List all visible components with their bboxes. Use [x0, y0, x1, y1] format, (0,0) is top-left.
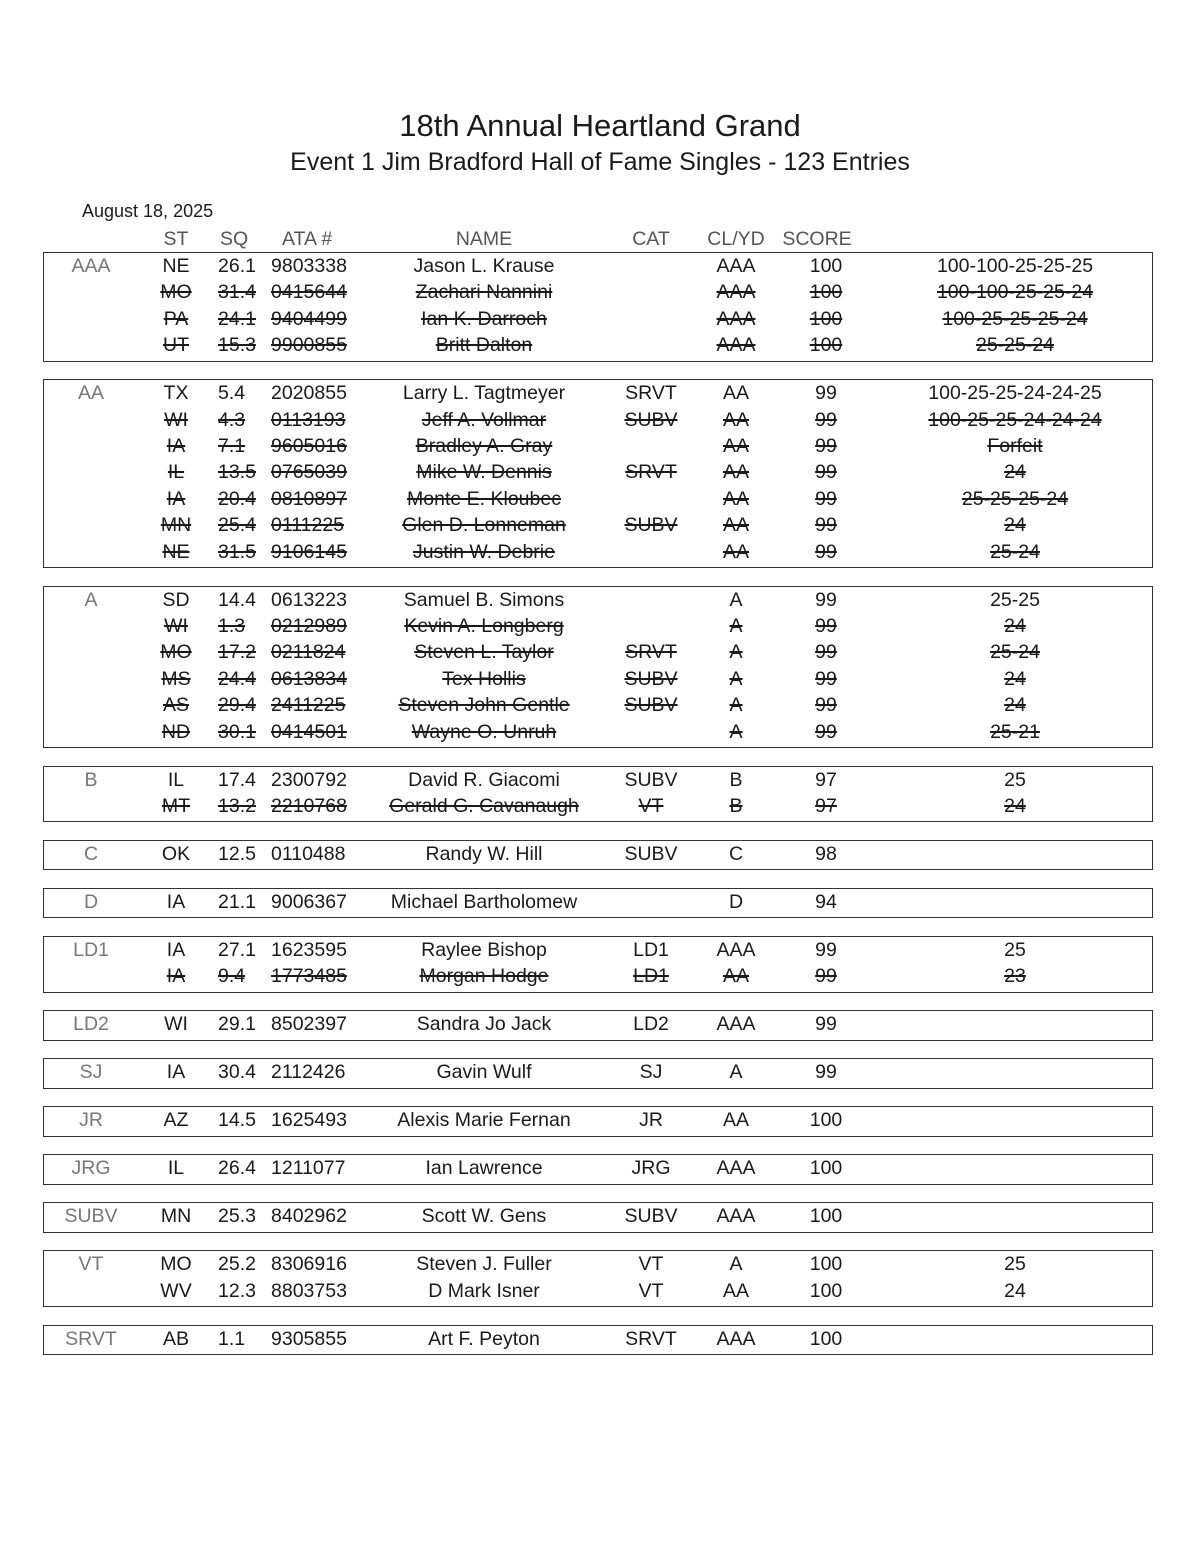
- table-row: [0, 889, 1200, 915]
- cell-name: Glen D. Lonneman: [402, 514, 566, 537]
- table-row: [0, 1155, 1200, 1181]
- cell-name: Sandra Jo Jack: [416, 1013, 552, 1036]
- cell-cat: SUBV: [624, 667, 678, 690]
- cell-score: 100: [809, 255, 843, 277]
- table-row: [0, 486, 1200, 512]
- table-row: [0, 793, 1200, 819]
- cell-sq: 24.4: [218, 667, 256, 690]
- cell-cl: B: [729, 795, 743, 817]
- cell-ata: 1625493: [271, 1109, 347, 1132]
- class-label: SJ: [79, 1061, 103, 1084]
- cell-st: WV: [160, 1279, 192, 1302]
- cell-score: 99: [815, 694, 837, 717]
- table-row: [0, 380, 1200, 406]
- table-row: [0, 512, 1200, 538]
- table-row: [0, 306, 1200, 332]
- class-label: C: [83, 843, 99, 865]
- cell-shootoff: 25: [1004, 939, 1026, 961]
- cell-ata: 0613223: [271, 588, 347, 611]
- cell-name: Mike W. Dennis: [416, 461, 552, 484]
- cell-st: AB: [162, 1327, 190, 1350]
- cell-st: MO: [160, 281, 192, 304]
- cell-score: 94: [815, 891, 837, 913]
- cell-sq: 31.4: [218, 281, 256, 304]
- cell-ata: 8402962: [271, 1205, 347, 1228]
- cell-score: 97: [815, 768, 837, 791]
- cell-shootoff: 25: [1004, 768, 1026, 791]
- cell-sq: 26.1: [218, 255, 256, 277]
- cell-score: 100: [809, 334, 843, 357]
- cell-ata: 0212989: [271, 615, 347, 637]
- table-row: [0, 539, 1200, 565]
- event-date: August 18, 2025: [82, 201, 214, 221]
- cell-cat: SUBV: [624, 694, 678, 717]
- cell-name: Tex Hollis: [442, 667, 526, 690]
- cell-cat: SRVT: [625, 1327, 677, 1350]
- cell-shootoff: 25-24: [990, 641, 1040, 664]
- table-row: [0, 1326, 1200, 1352]
- cell-cat: SUBV: [624, 1205, 678, 1228]
- cell-cl: A: [729, 1253, 743, 1276]
- cell-score: 99: [815, 641, 837, 664]
- header-clyd: CL/YD: [707, 228, 765, 250]
- cell-st: IA: [166, 435, 186, 457]
- table-row: [0, 279, 1200, 305]
- cell-score: 99: [815, 939, 837, 961]
- cell-st: AZ: [163, 1109, 189, 1132]
- cell-ata: 0110488: [271, 843, 346, 865]
- cell-shootoff: 100-100-25-25-25: [936, 255, 1094, 277]
- cell-name: Scott W. Gens: [421, 1205, 547, 1228]
- cell-ata: 0415644: [271, 281, 347, 304]
- cell-cat: SUBV: [624, 514, 678, 537]
- class-label: LD1: [73, 939, 109, 961]
- cell-cat: SUBV: [624, 843, 678, 865]
- cell-st: UT: [163, 334, 189, 357]
- cell-sq: 20.4: [218, 487, 256, 510]
- table-row: [0, 1107, 1200, 1133]
- cell-cl: AA: [722, 514, 750, 537]
- cell-score: 99: [815, 720, 837, 743]
- header-st: ST: [163, 228, 189, 250]
- table-row: [0, 692, 1200, 718]
- cell-shootoff: 25-24: [990, 540, 1040, 563]
- cell-st: IA: [166, 487, 186, 510]
- cell-sq: 25.4: [218, 514, 256, 537]
- cell-score: 100: [809, 281, 843, 304]
- cell-score: 99: [815, 588, 837, 611]
- cell-ata: 0613834: [271, 667, 347, 690]
- cell-cl: AA: [722, 461, 750, 484]
- cell-score: 99: [815, 514, 837, 537]
- table-row: [0, 1251, 1200, 1277]
- cell-score: 100: [809, 1157, 843, 1180]
- cell-cl: AAA: [716, 1157, 756, 1180]
- cell-cat: SRVT: [625, 641, 677, 664]
- cell-shootoff: 24: [1004, 667, 1026, 690]
- table-row: [0, 1278, 1200, 1304]
- cell-sq: 29.4: [218, 694, 256, 717]
- cell-cat: LD1: [633, 965, 669, 988]
- table-row: [0, 1203, 1200, 1229]
- cell-ata: 2210768: [271, 795, 347, 817]
- table-row: [0, 639, 1200, 665]
- cell-score: 99: [815, 615, 837, 637]
- event-subtitle: Event 1 Jim Bradford Hall of Fame Singles - 123 Entries: [290, 148, 910, 176]
- cell-sq: 27.1: [218, 939, 256, 961]
- cell-cl: AA: [722, 435, 750, 457]
- cell-cat: SRVT: [625, 461, 677, 484]
- table-row: [0, 963, 1200, 989]
- cell-name: Jason L. Krause: [413, 255, 555, 277]
- cell-cl: AA: [722, 382, 750, 405]
- cell-ata: 0211824: [271, 641, 346, 664]
- cell-score: 99: [815, 1061, 837, 1084]
- cell-ata: 8306916: [271, 1253, 347, 1276]
- cell-score: 99: [815, 408, 837, 431]
- cell-ata: 0810897: [271, 487, 347, 510]
- cell-cl: AA: [722, 1109, 750, 1132]
- cell-score: 100: [809, 1205, 843, 1228]
- cell-ata: 9404499: [271, 307, 347, 330]
- cell-ata: 2411225: [271, 694, 346, 717]
- cell-st: ND: [161, 720, 191, 743]
- cell-cat: SJ: [639, 1061, 663, 1084]
- cell-cat: SUBV: [624, 408, 678, 431]
- cell-shootoff: 25-25-25-24: [961, 487, 1069, 510]
- cell-sq: 7.1: [218, 435, 246, 457]
- class-label: JR: [79, 1109, 103, 1132]
- cell-ata: 1211077: [271, 1157, 346, 1180]
- header-score: SCORE: [782, 228, 852, 250]
- cell-st: MN: [160, 514, 192, 537]
- cell-name: Bradley A. Gray: [415, 435, 553, 457]
- cell-sq: 31.5: [218, 540, 256, 563]
- table-row: [0, 1011, 1200, 1037]
- cell-st: MO: [160, 641, 192, 664]
- cell-cat: SUBV: [624, 768, 678, 791]
- cell-sq: 29.1: [218, 1013, 256, 1036]
- cell-shootoff: 24: [1004, 795, 1026, 817]
- cell-shootoff: 24: [1004, 461, 1026, 484]
- cell-name: Larry L. Tagtmeyer: [402, 382, 566, 405]
- cell-shootoff: 24: [1004, 1279, 1026, 1302]
- cell-ata: 9305855: [271, 1327, 347, 1350]
- cell-cat: LD1: [633, 939, 669, 961]
- cell-cl: D: [728, 891, 744, 913]
- cell-ata: 2112426: [271, 1061, 346, 1084]
- table-row: [0, 459, 1200, 485]
- cell-shootoff: 100-25-25-25-24: [942, 307, 1088, 330]
- cell-ata: 0414501: [271, 720, 347, 743]
- cell-score: 99: [815, 382, 837, 405]
- cell-st: PA: [163, 307, 189, 330]
- table-row: [0, 407, 1200, 433]
- cell-score: 99: [815, 487, 837, 510]
- cell-score: 100: [809, 1327, 843, 1350]
- cell-ata: 1623595: [271, 939, 347, 961]
- class-label: D: [83, 891, 99, 913]
- cell-name: Monte E. Kloubec: [407, 487, 561, 510]
- class-label: SRVT: [65, 1327, 117, 1350]
- cell-ata: 0765039: [271, 461, 347, 484]
- cell-shootoff: 24: [1004, 615, 1026, 637]
- cell-sq: 13.2: [218, 795, 256, 817]
- cell-sq: 1.3: [218, 615, 246, 637]
- cell-st: MT: [161, 795, 191, 817]
- cell-sq: 26.4: [218, 1157, 256, 1180]
- cell-cat: VT: [638, 1279, 664, 1302]
- cell-shootoff: 25-21: [990, 720, 1040, 743]
- cell-sq: 17.4: [218, 768, 256, 791]
- table-row: [0, 1059, 1200, 1085]
- cell-score: 98: [815, 843, 837, 865]
- cell-score: 100: [809, 1253, 843, 1276]
- cell-cl: AAA: [716, 1327, 756, 1350]
- cell-cl: AA: [722, 487, 750, 510]
- cell-st: MS: [161, 667, 191, 690]
- cell-sq: 25.2: [218, 1253, 256, 1276]
- cell-cl: A: [729, 588, 743, 611]
- cell-score: 100: [809, 307, 843, 330]
- cell-name: Alexis Marie Fernan: [397, 1109, 571, 1132]
- cell-st: SD: [162, 588, 190, 611]
- header-name: NAME: [455, 228, 513, 250]
- cell-name: Justin W. Debrie: [413, 540, 555, 563]
- cell-name: Steven John Gentle: [398, 694, 570, 717]
- cell-sq: 30.1: [218, 720, 256, 743]
- cell-sq: 24.1: [218, 307, 256, 330]
- cell-cl: AA: [722, 540, 750, 563]
- cell-name: Zachari Nannini: [415, 281, 553, 304]
- cell-st: IA: [166, 939, 186, 961]
- cell-cat: VT: [638, 795, 664, 817]
- cell-cl: AAA: [716, 939, 756, 961]
- table-row: [0, 666, 1200, 692]
- cell-st: WI: [164, 408, 188, 431]
- header-sq: SQ: [220, 228, 249, 250]
- cell-shootoff: Forfeit: [987, 435, 1043, 457]
- cell-name: Kevin A. Longberg: [404, 615, 564, 637]
- cell-sq: 15.3: [218, 334, 256, 357]
- table-row: [0, 613, 1200, 639]
- table-row: [0, 719, 1200, 745]
- cell-cl: AAA: [716, 334, 756, 357]
- cell-shootoff: 25: [1004, 1253, 1026, 1276]
- cell-name: Randy W. Hill: [425, 843, 543, 865]
- class-label: AA: [77, 382, 105, 405]
- cell-cat: VT: [638, 1253, 664, 1276]
- cell-score: 97: [815, 795, 837, 817]
- cell-st: MN: [160, 1205, 192, 1228]
- cell-name: D Mark Isner: [428, 1279, 540, 1302]
- class-label: SUBV: [64, 1205, 118, 1228]
- class-label: VT: [78, 1253, 104, 1276]
- cell-name: Steven L. Taylor: [414, 641, 554, 664]
- cell-cl: AAA: [716, 1013, 756, 1036]
- cell-sq: 21.1: [218, 891, 256, 913]
- cell-st: IL: [167, 768, 185, 791]
- cell-name: Ian Lawrence: [425, 1157, 543, 1180]
- cell-sq: 1.1: [218, 1327, 246, 1350]
- cell-name: Raylee Bishop: [421, 939, 547, 961]
- table-row: [0, 841, 1200, 867]
- cell-st: NE: [162, 540, 190, 563]
- table-row: [0, 253, 1200, 279]
- cell-cl: A: [729, 641, 743, 664]
- cell-ata: 0111225: [271, 514, 345, 537]
- cell-sq: 25.3: [218, 1205, 256, 1228]
- cell-sq: 5.4: [218, 382, 246, 405]
- cell-cl: AAA: [716, 255, 756, 277]
- cell-shootoff: 100-25-25-24-24-24: [928, 408, 1102, 431]
- class-label: JRG: [71, 1157, 111, 1180]
- cell-shootoff: 25-25-24: [975, 334, 1055, 357]
- cell-st: IL: [167, 461, 185, 484]
- cell-cl: A: [729, 720, 743, 743]
- table-row: [0, 332, 1200, 358]
- cell-cl: AAA: [716, 307, 756, 330]
- cell-st: TX: [163, 382, 189, 405]
- cell-cl: C: [728, 843, 744, 865]
- table-row: [0, 937, 1200, 963]
- cell-ata: 1773485: [271, 965, 347, 988]
- cell-st: OK: [161, 843, 191, 865]
- cell-ata: 0113193: [271, 408, 346, 431]
- cell-sq: 12.5: [218, 843, 256, 865]
- cell-cat: JR: [639, 1109, 663, 1132]
- class-label: LD2: [73, 1013, 109, 1036]
- cell-st: WI: [164, 1013, 188, 1036]
- column-header-row: [0, 228, 1200, 252]
- cell-name: Ian K. Darroch: [421, 307, 547, 330]
- cell-score: 100: [809, 1109, 843, 1132]
- cell-name: David R. Giacomi: [408, 768, 560, 791]
- cell-st: IA: [166, 891, 186, 913]
- cell-name: Jeff A. Vollmar: [421, 408, 547, 431]
- page-title: 18th Annual Heartland Grand: [399, 108, 801, 143]
- cell-sq: 17.2: [218, 641, 256, 664]
- cell-ata: 9106145: [271, 540, 347, 563]
- cell-st: IA: [166, 965, 186, 988]
- cell-ata: 9900855: [271, 334, 347, 357]
- cell-name: Wayne O. Unruh: [411, 720, 557, 743]
- cell-score: 99: [815, 461, 837, 484]
- cell-st: NE: [162, 255, 190, 277]
- cell-name: Britt Dalton: [435, 334, 533, 357]
- cell-sq: 14.4: [218, 588, 256, 611]
- cell-st: MO: [160, 1253, 192, 1276]
- cell-cat: SRVT: [625, 382, 677, 405]
- cell-ata: 9803338: [271, 255, 347, 277]
- cell-name: Samuel B. Simons: [403, 588, 565, 611]
- cell-cl: AA: [722, 408, 750, 431]
- header-ata: ATA #: [282, 228, 333, 250]
- class-label: A: [84, 588, 98, 611]
- cell-sq: 9.4: [218, 965, 246, 988]
- cell-name: Steven J. Fuller: [416, 1253, 552, 1276]
- cell-cl: A: [729, 694, 743, 717]
- cell-score: 99: [815, 965, 837, 988]
- cell-st: IA: [166, 1061, 186, 1084]
- cell-shootoff: 24: [1004, 514, 1026, 537]
- cell-cat: JRG: [631, 1157, 671, 1180]
- cell-ata: 2020855: [271, 382, 347, 405]
- cell-name: Gavin Wulf: [436, 1061, 532, 1084]
- cell-sq: 4.3: [218, 408, 246, 431]
- cell-st: AS: [162, 694, 190, 717]
- cell-ata: 2300792: [271, 768, 347, 791]
- cell-ata: 8803753: [271, 1279, 347, 1302]
- cell-shootoff: 100-100-25-25-24: [936, 281, 1094, 304]
- cell-shootoff: 24: [1004, 694, 1026, 717]
- cell-sq: 14.5: [218, 1109, 256, 1132]
- cell-score: 100: [809, 1279, 843, 1302]
- cell-shootoff: 100-25-25-24-24-25: [928, 382, 1102, 405]
- cell-cl: A: [729, 615, 743, 637]
- cell-cl: AA: [722, 965, 750, 988]
- cell-cl: AAA: [716, 1205, 756, 1228]
- cell-sq: 12.3: [218, 1279, 256, 1302]
- cell-cl: AA: [722, 1279, 750, 1302]
- cell-name: Michael Bartholomew: [390, 891, 578, 913]
- table-row: [0, 433, 1200, 459]
- header-cat: CAT: [632, 228, 670, 250]
- cell-cl: A: [729, 667, 743, 690]
- cell-score: 99: [815, 435, 837, 457]
- class-label: B: [84, 768, 98, 791]
- cell-cl: AAA: [716, 281, 756, 304]
- table-row: [0, 767, 1200, 793]
- cell-st: IL: [167, 1157, 185, 1180]
- cell-ata: 8502397: [271, 1013, 347, 1036]
- cell-st: WI: [164, 615, 188, 637]
- cell-sq: 13.5: [218, 461, 256, 484]
- cell-sq: 30.4: [218, 1061, 256, 1084]
- cell-shootoff: 25-25: [990, 588, 1040, 611]
- table-row: [0, 587, 1200, 613]
- cell-score: 99: [815, 667, 837, 690]
- cell-ata: 9605016: [271, 435, 347, 457]
- cell-cat: LD2: [633, 1013, 669, 1036]
- cell-cl: A: [729, 1061, 743, 1084]
- cell-name: Art F. Peyton: [428, 1327, 540, 1350]
- cell-score: 99: [815, 1013, 837, 1036]
- cell-shootoff: 23: [1004, 965, 1026, 988]
- cell-cl: B: [729, 768, 743, 791]
- cell-score: 99: [815, 540, 837, 563]
- cell-name: Gerald G. Cavanaugh: [389, 795, 579, 817]
- class-label: AAA: [71, 255, 111, 277]
- cell-name: Morgan Hodge: [419, 965, 549, 988]
- cell-ata: 9006367: [271, 891, 347, 913]
